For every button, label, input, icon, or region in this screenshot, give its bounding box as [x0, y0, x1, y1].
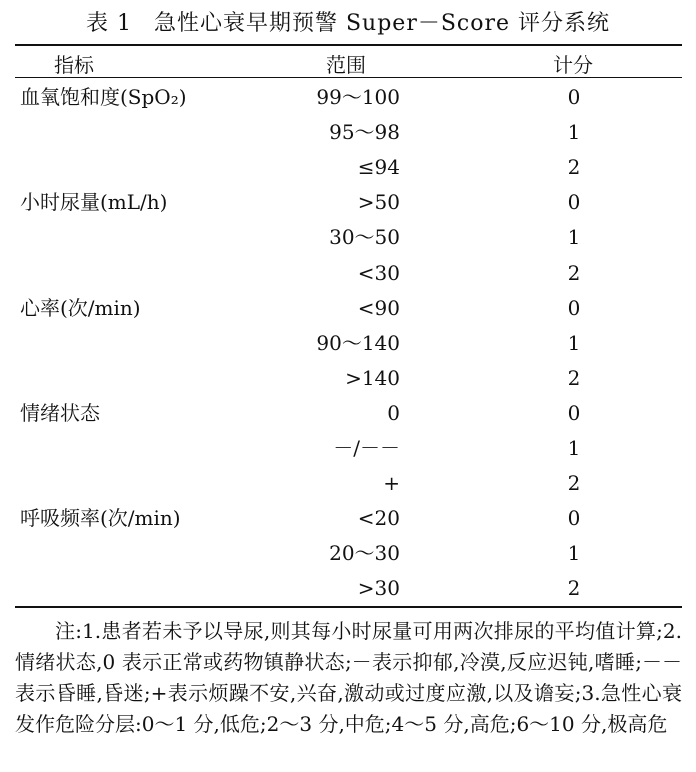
table-row: [15, 396, 682, 431]
range-cell: 95～98: [329, 120, 400, 145]
table-row: [15, 256, 682, 291]
score-cell: 2: [567, 155, 581, 180]
score-cell: 0: [567, 506, 581, 531]
range-cell: <30: [357, 260, 400, 285]
table-row: [15, 466, 682, 501]
indicator-cell: 心率(次/min): [20, 295, 141, 320]
header-score: 计分: [553, 53, 593, 77]
table-row: [15, 220, 682, 255]
range-cell: 0: [387, 400, 400, 425]
table-row: [15, 571, 682, 606]
score-cell: 1: [567, 541, 581, 566]
indicator-cell: 呼吸频率(次/min): [20, 506, 181, 531]
table-note: [15, 616, 682, 740]
table-row: [15, 115, 682, 150]
top-rule: [15, 44, 682, 46]
score-cell: 0: [567, 400, 581, 425]
range-cell: >50: [357, 190, 400, 215]
score-cell: 1: [567, 120, 581, 145]
range-cell: 99～100: [316, 85, 400, 109]
table-row: [15, 431, 682, 466]
score-cell: 1: [567, 330, 581, 355]
range-cell: 30～50: [329, 225, 400, 250]
indicator-cell: 情绪状态: [20, 400, 100, 425]
table-row: [15, 536, 682, 571]
range-cell: 90～140: [316, 330, 400, 355]
score-cell: 1: [567, 436, 581, 460]
table-title: [0, 6, 696, 37]
score-cell: 2: [567, 471, 581, 496]
table-row: [15, 326, 682, 361]
header-range: 范围: [326, 53, 366, 77]
range-cell: 20～30: [329, 541, 400, 566]
table-row: [15, 291, 682, 326]
score-cell: 1: [567, 225, 581, 250]
indicator-cell: 血氧饱和度(SpO₂): [20, 85, 187, 109]
table-row: [15, 501, 682, 536]
table-row: [15, 185, 682, 220]
score-cell: 0: [567, 295, 581, 320]
score-cell: 0: [567, 85, 581, 109]
range-cell: >140: [345, 365, 400, 390]
range-cell: <90: [357, 295, 400, 320]
table-note-text: 注:1.患者若未予以导尿,则其每小时尿量可用两次排尿的平均值计算;2.情绪状态,0 表示正常或药物镇静状态;－表示抑郁,冷漠,反应迟钝,嗜睡;－－表示昏睡,昏迷;+表示烦躁不安,兴奋,激动或过度应激,以及谵妄;3.急性心衰发作危险分层:0～1 分,低危;2～3 分,中危;4～5 分,高危;6～10 分,极高危: [15, 619, 682, 736]
range-cell: >30: [357, 576, 400, 601]
table-row: [15, 361, 682, 396]
table-title-text: 急性心衰早期预警 Super－Score 评分系统: [153, 11, 611, 36]
indicator-cell: 小时尿量(mL/h): [20, 190, 168, 215]
bottom-rule: [15, 606, 682, 608]
score-cell: 2: [567, 260, 581, 285]
table-row: [15, 80, 682, 115]
range-cell: +: [383, 471, 400, 496]
table-number: 表 1: [85, 11, 132, 36]
table-row: [15, 150, 682, 185]
header-indicator: 指标: [54, 53, 94, 77]
score-cell: 0: [567, 190, 581, 215]
range-cell: ≤94: [357, 155, 400, 180]
score-cell: 2: [567, 365, 581, 390]
score-cell: 2: [567, 576, 581, 601]
range-cell: <20: [357, 506, 400, 531]
header-rule: [15, 77, 682, 78]
range-cell: －/－－: [333, 436, 400, 460]
